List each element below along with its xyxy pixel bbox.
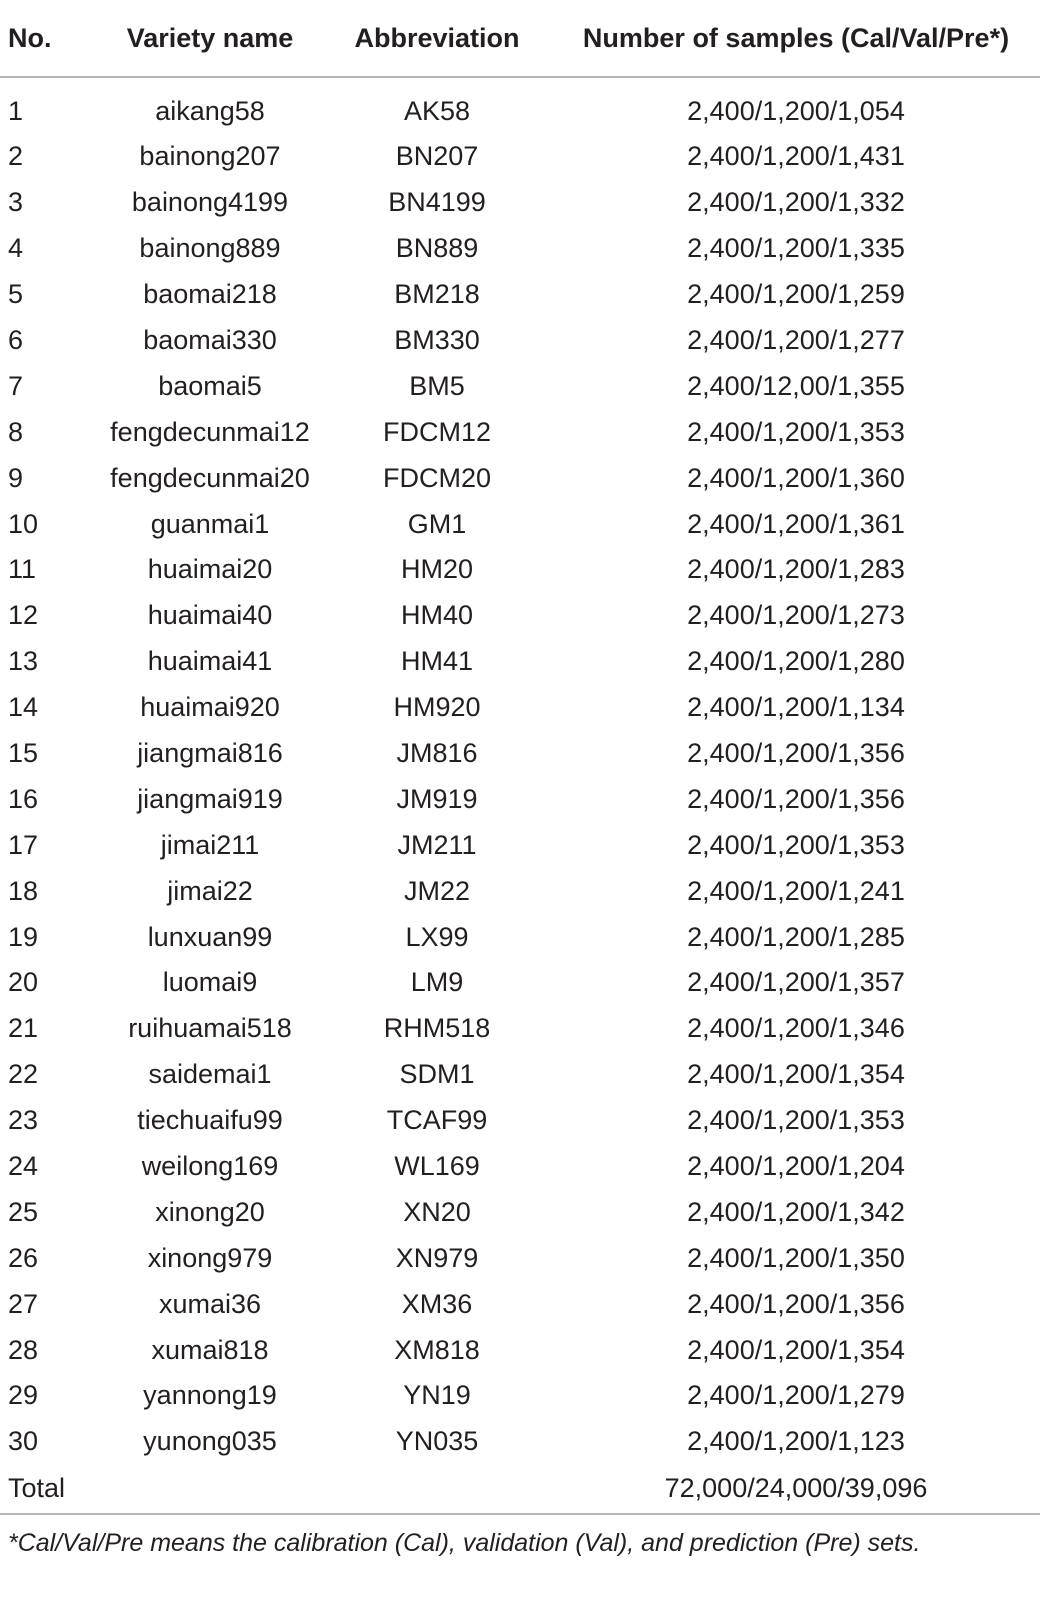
cell-no: 1 [8, 95, 24, 126]
table-row [0, 914, 1040, 960]
cell-abbreviation: WL169 [394, 1151, 480, 1182]
cell-samples: 2,400/1,200/1,350 [687, 1242, 905, 1273]
cell-no: 29 [8, 1380, 39, 1411]
cell-variety-name: xumai818 [151, 1334, 269, 1365]
table-row [0, 1144, 1040, 1190]
cell-samples: 2,400/1,200/1,283 [687, 554, 905, 585]
cell-variety-name: xinong979 [147, 1242, 273, 1273]
cell-abbreviation: JM919 [396, 783, 478, 814]
cell-abbreviation: RHM518 [383, 1013, 491, 1044]
cell-samples: 2,400/1,200/1,279 [687, 1380, 905, 1411]
cell-no: 22 [8, 1059, 39, 1090]
cell-variety-name: ruihuamai518 [128, 1013, 292, 1044]
table-footnote: *Cal/Val/Pre means the calibration (Cal), validation (Val), and prediction (Pre) sets. [8, 1528, 921, 1557]
cell-no: 8 [8, 416, 24, 447]
cell-samples: 2,400/1,200/1,361 [687, 508, 905, 539]
table-row [0, 593, 1040, 639]
cell-samples: 2,400/1,200/1,054 [687, 95, 905, 126]
cell-variety-name: huaimai920 [140, 692, 280, 723]
cell-samples: 2,400/1,200/1,241 [687, 875, 905, 906]
table-row [0, 960, 1040, 1006]
cell-variety-name: aikang58 [155, 95, 265, 126]
cell-variety-name: huaimai40 [147, 600, 273, 631]
cell-no: 19 [8, 921, 39, 952]
cell-no: 27 [8, 1288, 39, 1319]
cell-variety-name: jimai211 [160, 829, 260, 860]
table-row [0, 455, 1040, 501]
cell-variety-name: baomai5 [158, 370, 262, 401]
cell-variety-name: baomai330 [143, 325, 277, 355]
cell-samples: 2,400/1,200/1,356 [687, 1288, 905, 1319]
cell-no: 15 [8, 738, 39, 769]
total-label: Total [0, 1465, 98, 1514]
header-no: No. [0, 0, 98, 77]
cell-abbreviation: YN035 [395, 1426, 479, 1457]
cell-samples: 2,400/1,200/1,280 [687, 646, 905, 677]
cell-samples: 2,400/1,200/1,354 [687, 1334, 905, 1365]
table-row [0, 868, 1040, 914]
cell-samples: 2,400/1,200/1,259 [687, 279, 905, 310]
cell-variety-name: yunong035 [143, 1426, 277, 1457]
cell-no: 23 [8, 1105, 39, 1136]
cell-samples: 2,400/1,200/1,285 [687, 921, 905, 952]
cell-variety-name: bainong889 [139, 233, 281, 264]
cell-samples: 2,400/1,200/1,360 [687, 462, 905, 493]
cell-abbreviation: XN979 [395, 1242, 479, 1273]
cell-variety-name: huaimai41 [147, 646, 273, 677]
cell-abbreviation: SDM1 [399, 1059, 475, 1090]
table-row [0, 731, 1040, 777]
cell-samples: 2,400/1,200/1,273 [687, 600, 905, 631]
cell-no: 14 [8, 692, 39, 723]
cell-no: 2 [8, 141, 24, 172]
cell-variety-name: yannong19 [143, 1380, 277, 1411]
table-row [0, 1373, 1040, 1419]
cell-no: 4 [8, 233, 24, 264]
cell-samples: 2,400/1,200/1,346 [687, 1013, 905, 1044]
cell-variety-name: xumai36 [158, 1288, 262, 1319]
table-row [0, 1189, 1040, 1235]
header-row [0, 0, 1040, 77]
cell-samples: 2,400/1,200/1,123 [687, 1426, 905, 1457]
cell-samples: 2,400/1,200/1,353 [687, 829, 905, 860]
cell-abbreviation: XM818 [394, 1334, 480, 1365]
cell-samples: 2,400/1,200/1,356 [687, 738, 905, 769]
cell-variety-name: huaimai20 [147, 554, 273, 585]
cell-no: 16 [8, 783, 39, 814]
cell-variety-name: xinong20 [155, 1196, 265, 1227]
cell-variety-name: jiangmai816 [137, 738, 283, 769]
cell-abbreviation: XN20 [403, 1196, 471, 1227]
cell-no: 30 [8, 1426, 39, 1457]
table-row [0, 822, 1040, 868]
cell-samples: 2,400/1,200/1,332 [687, 187, 905, 218]
table-row [0, 1098, 1040, 1144]
cell-abbreviation: JM22 [403, 875, 471, 906]
header-number-of-samples: Number of samples (Cal/Val/Pre*) [552, 0, 1040, 77]
cell-variety-name: fengdecunmai12 [110, 416, 310, 447]
table-row [0, 1327, 1040, 1373]
cell-variety-name: saidemai1 [148, 1059, 272, 1090]
cell-abbreviation: XM36 [401, 1288, 473, 1319]
total-samples: 72,000/24,000/39,096 [552, 1465, 1040, 1514]
cell-abbreviation: TCAF99 [386, 1105, 488, 1136]
table-body [0, 77, 1040, 1514]
table-row [0, 272, 1040, 318]
total-empty-cell [322, 1465, 552, 1514]
cell-samples: 2,400/1,200/1,354 [687, 1059, 905, 1090]
cell-no: 21 [8, 1013, 39, 1044]
cell-abbreviation: FDCM12 [382, 416, 491, 447]
cell-no: 5 [8, 279, 24, 310]
cell-no: 17 [8, 829, 39, 860]
cell-variety-name: jimai22 [167, 875, 253, 906]
table-row [0, 501, 1040, 547]
cell-no: 26 [8, 1242, 39, 1273]
cell-no: 18 [8, 875, 39, 906]
cell-variety-name: luomai9 [162, 967, 258, 998]
header-abbreviation: Abbreviation [322, 0, 552, 77]
table-row [0, 547, 1040, 593]
cell-abbreviation: BN889 [395, 233, 479, 264]
cell-variety-name: jiangmai919 [137, 783, 283, 814]
cell-no: 24 [8, 1151, 39, 1182]
cell-abbreviation: GM1 [407, 508, 467, 539]
table-row [0, 1419, 1040, 1465]
cell-samples: 2,400/1,200/1,356 [687, 783, 905, 814]
table-row [0, 77, 1040, 134]
cell-variety-name: bainong4199 [131, 187, 289, 218]
table-row [0, 639, 1040, 685]
cell-samples: 2,400/1,200/1,342 [687, 1196, 905, 1227]
cell-no: 6 [8, 325, 24, 355]
cell-abbreviation: HM920 [393, 692, 481, 723]
cell-abbreviation: JM211 [397, 829, 477, 860]
cell-abbreviation: BN4199 [388, 187, 486, 218]
cell-no: 3 [8, 187, 24, 218]
table-row [0, 409, 1040, 455]
table-row [0, 363, 1040, 409]
cell-samples: 2,400/1,200/1,134 [687, 692, 905, 723]
cell-variety-name: tiechuaifu99 [137, 1105, 283, 1136]
cell-no: 11 [8, 554, 37, 585]
cell-abbreviation: LX99 [405, 921, 469, 952]
cell-abbreviation: HM40 [400, 600, 474, 631]
cell-no: 12 [8, 600, 39, 631]
cell-abbreviation: HM20 [400, 554, 474, 585]
cell-samples: 2,400/1,200/1,277 [687, 325, 905, 355]
cell-samples: 2,400/1,200/1,431 [687, 141, 905, 172]
cell-abbreviation: YN19 [403, 1380, 471, 1411]
cell-variety-name: guanmai1 [150, 508, 270, 539]
cell-no: 7 [8, 370, 24, 401]
header-variety-name: Variety name [98, 0, 322, 77]
cell-abbreviation: FDCM20 [382, 462, 491, 493]
cell-variety-name: bainong207 [139, 141, 281, 172]
cell-no: 10 [8, 508, 39, 539]
table-row [0, 318, 1040, 364]
cell-no: 28 [8, 1334, 39, 1365]
cell-samples: 2,400/1,200/1,357 [687, 967, 905, 998]
cell-abbreviation: HM41 [400, 646, 474, 677]
cell-samples: 2,400/1,200/1,353 [687, 416, 905, 447]
table-row [0, 1052, 1040, 1098]
table-row [0, 226, 1040, 272]
cell-abbreviation: JM816 [396, 738, 478, 769]
table-header [0, 0, 1040, 77]
cell-samples: 2,400/1,200/1,204 [687, 1151, 905, 1182]
table-row [0, 1006, 1040, 1052]
cell-samples: 2,400/1,200/1,353 [687, 1105, 905, 1136]
cell-no: 25 [8, 1196, 39, 1227]
table-row [0, 134, 1040, 180]
cell-variety-name: lunxuan99 [147, 921, 273, 952]
total-row [0, 1465, 1040, 1514]
table-row [0, 685, 1040, 731]
total-empty-cell [98, 1465, 322, 1514]
cell-abbreviation: BM218 [394, 279, 480, 310]
cell-variety-name: fengdecunmai20 [110, 462, 310, 493]
cell-variety-name: weilong169 [141, 1151, 279, 1182]
cell-variety-name: baomai218 [143, 279, 277, 310]
table-row [0, 1281, 1040, 1327]
cell-abbreviation: BN207 [395, 141, 479, 172]
table-row [0, 1235, 1040, 1281]
cell-abbreviation: LM9 [410, 967, 464, 998]
cell-abbreviation: BM330 [394, 325, 480, 355]
table-row [0, 776, 1040, 822]
cell-no: 20 [8, 967, 39, 998]
cell-samples: 2,400/1,200/1,335 [687, 233, 905, 264]
cell-abbreviation: BM5 [409, 370, 465, 401]
table-row [0, 180, 1040, 226]
cell-no: 13 [8, 646, 39, 677]
cell-abbreviation: AK58 [403, 95, 471, 126]
cell-no: 9 [8, 462, 24, 493]
cell-samples: 2,400/12,00/1,355 [687, 370, 905, 401]
